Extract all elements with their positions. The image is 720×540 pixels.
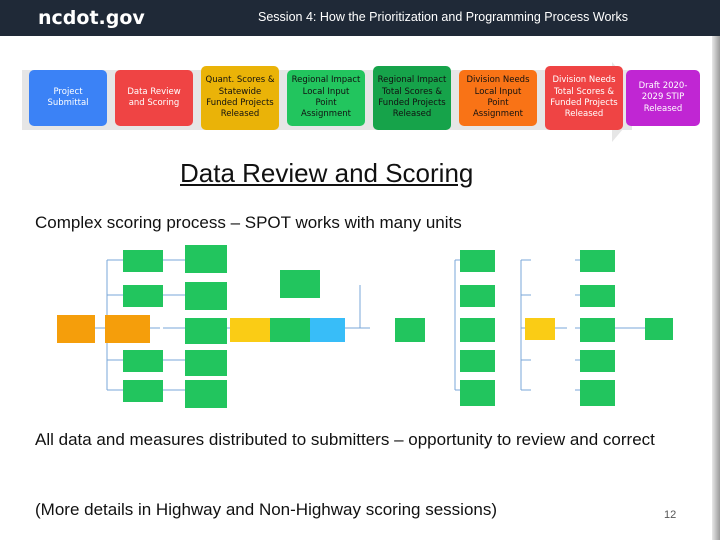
diagram-box	[185, 245, 227, 273]
step-regional-total-scores	[373, 66, 451, 130]
page-number: 12	[664, 509, 677, 521]
step-division-local-input	[459, 70, 537, 126]
diagram-box	[57, 315, 95, 343]
step-label: Project Submittal	[47, 86, 89, 108]
diagram-box	[185, 282, 227, 310]
step-label: Division Needs Total Scores & Funded Projects Released	[550, 75, 618, 120]
diagram-left-group	[57, 245, 345, 408]
diagram-box	[310, 318, 345, 342]
diagram-box	[460, 250, 495, 272]
step-label: Draft 2020-2029 STIP Released	[638, 80, 688, 114]
diagram-box	[580, 380, 615, 406]
slide-title: Data Review and Scoring	[180, 158, 474, 188]
diagram-box	[123, 350, 163, 372]
diagram-box	[580, 285, 615, 307]
step-data-review	[115, 70, 193, 126]
body-text-details: (More details in Highway and Non-Highway scoring sessions)	[35, 500, 498, 519]
diagram-box	[230, 318, 270, 342]
diagram-box	[645, 318, 673, 340]
diagram-box	[123, 380, 163, 402]
process-flow	[22, 62, 698, 144]
diagram-box	[460, 380, 495, 406]
step-label: Regional Impact Total Scores & Funded Projects Released	[377, 75, 447, 120]
step-draft-stip	[626, 70, 700, 126]
diagram-box	[395, 318, 425, 342]
diagram-box	[460, 318, 495, 342]
body-text-distribution: All data and measures distributed to submitters – opportunity to review and correct	[35, 430, 655, 449]
diagram-box	[580, 250, 615, 272]
step-project-submittal	[29, 70, 107, 126]
diagram-box	[123, 250, 163, 272]
diagram-box	[270, 318, 310, 342]
diagram-svg	[55, 240, 675, 415]
diagram-box	[460, 350, 495, 372]
scoring-process-diagram	[55, 240, 675, 415]
right-edge-shadow	[712, 36, 720, 540]
diagram-box	[580, 350, 615, 372]
diagram-box	[525, 318, 555, 340]
diagram-box	[185, 380, 227, 408]
diagram-box	[185, 350, 227, 376]
diagram-connectors	[95, 260, 645, 390]
step-label: Quant. Scores & Statewide Funded Projects Released	[205, 75, 275, 120]
header-bar	[0, 0, 720, 36]
session-title: Session 4: How the Prioritization and Programming Process Works	[258, 10, 629, 24]
ncdot-logo: ncdot.gov	[38, 7, 145, 29]
diagram-box	[580, 318, 615, 342]
subtitle-text: Complex scoring process – SPOT works with many units	[35, 213, 462, 232]
diagram-box	[185, 318, 227, 344]
step-regional-local-input	[287, 70, 365, 126]
step-quant-scores	[201, 66, 279, 130]
diagram-box	[105, 315, 150, 343]
step-label: Data Review and Scoring	[127, 86, 181, 108]
step-division-total-scores	[545, 66, 623, 130]
diagram-box	[123, 285, 163, 307]
diagram-box	[460, 285, 495, 307]
diagram-box	[280, 270, 320, 298]
step-label: Division Needs Local Input Point Assignment	[466, 75, 530, 120]
step-label: Regional Impact Local Input Point Assignment	[291, 75, 361, 120]
